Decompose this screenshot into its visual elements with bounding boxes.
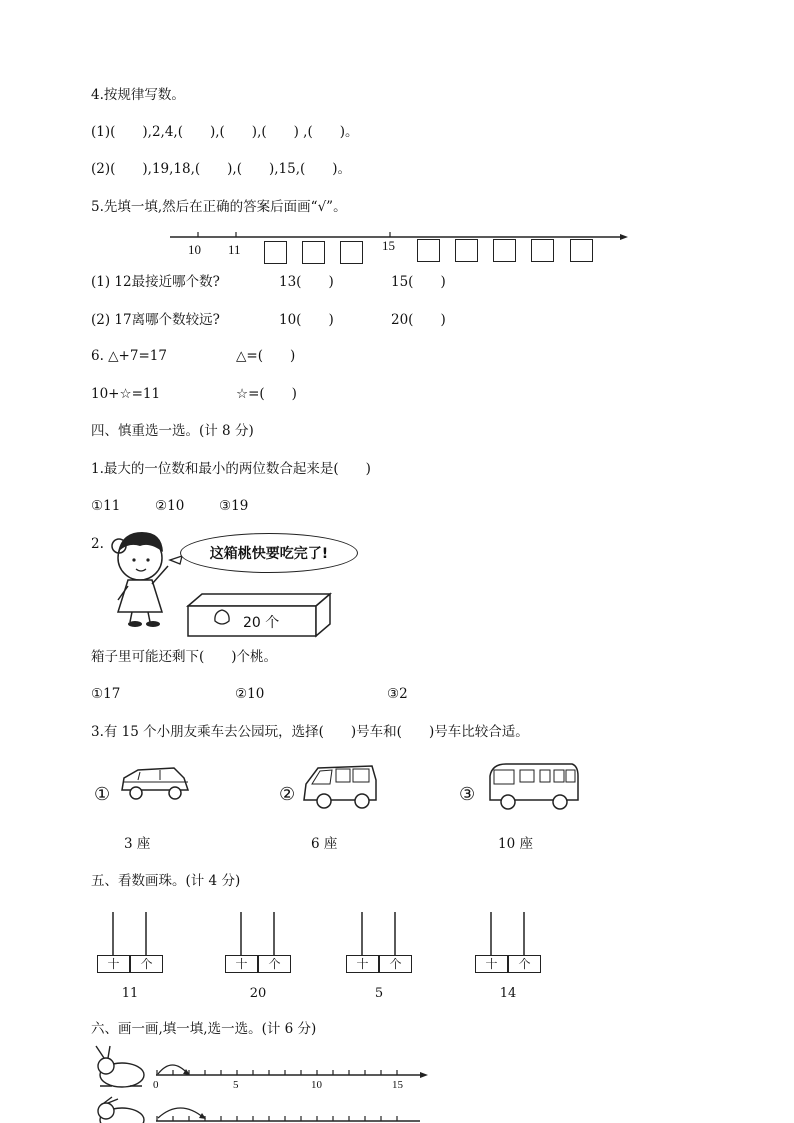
abacus-number: 14 [499,986,517,1001]
sec4-q2-option[interactable]: ③2 [387,686,408,702]
vehicle-marker: ② [279,784,296,805]
q4-line2: (2)( ),19,18,( ),( ),15,( )。 [91,161,352,177]
rabbit-icon [98,1097,144,1123]
abacus-tens-cell: 十 [97,955,130,973]
seat-count: 3 座 [124,836,151,852]
q5-axis-label-10: 10 [188,242,201,257]
section5-title: 五、看数画珠。(计 4 分) [91,873,241,889]
abacus-tens-cell: 十 [346,955,379,973]
q4-title: 4.按规律写数。 [91,87,185,103]
seat-count: 10 座 [498,836,533,852]
rabbit-icon [96,1046,144,1087]
section6-title: 六、画一画,填一填,选一选。(计 6 分) [91,1021,317,1037]
abacus-tens-cell: 十 [225,955,258,973]
q6-equation-2: 10+☆=11 [91,386,161,402]
number-line-label: 10 [311,1079,322,1091]
abacus-number: 20 [249,986,267,1001]
q5-title: 5.先填一填,然后在正确的答案后面画“√”。 [91,199,347,215]
box-label: 20 个 [243,615,280,631]
q4-line1: (1)( ),2,4,( ),( ),( ) ,( )。 [91,124,359,140]
sec4-q1-option[interactable]: ②10 [155,498,185,514]
abacus-number: 11 [121,986,139,1001]
abacus-ones-cell: 个 [379,955,412,973]
sec4-q2-number: 2. [91,536,104,552]
sec4-q2-text: 箱子里可能还剩下( )个桃。 [91,649,278,665]
abacus-tens-cell: 十 [475,955,508,973]
vehicle-marker: ① [94,784,111,805]
sec4-q2-option[interactable]: ②10 [235,686,265,702]
abacus-number: 5 [374,986,384,1001]
section4-title: 四、慎重选一选。(计 8 分) [91,423,254,439]
abacus-ones-cell: 个 [258,955,291,973]
seat-count: 6 座 [311,836,338,852]
speech-bubble: 这箱桃快要吃完了! [180,533,358,573]
q6-equation-1: 6. △+7=17 [91,348,167,364]
sec4-q1-option[interactable]: ③19 [219,498,249,514]
number-line-label: 0 [153,1079,159,1091]
q5-sub2-option-10[interactable]: 10( ) [279,312,334,328]
number-line-label: 15 [392,1079,403,1091]
q5-sub2: (2) 17离哪个数较远? [91,312,220,328]
q5-axis-label-11: 11 [228,242,241,257]
sec4-q3: 3.有 15 个小朋友乘车去公园玩，选择( )号车和( )号车比较合适。 [91,724,529,740]
abacus-ones-cell: 个 [508,955,541,973]
q5-sub2-option-20[interactable]: 20( ) [391,312,446,328]
sec4-q1: 1.最大的一位数和最小的两位数合起来是( ) [91,461,371,477]
sec4-q1-option[interactable]: ①11 [91,498,121,514]
q5-sub1-option-13[interactable]: 13( ) [279,274,334,290]
abacus-ones-cell: 个 [130,955,163,973]
sec4-q2-option[interactable]: ①17 [91,686,121,702]
q5-sub1-option-15[interactable]: 15( ) [391,274,446,290]
vehicle-marker: ③ [459,784,476,805]
number-line-label: 5 [233,1079,239,1091]
q5-axis-label-15: 15 [382,238,395,253]
q5-sub1: (1) 12最接近哪个数? [91,274,220,290]
q6-answer-2[interactable]: ☆=( ) [236,386,297,402]
q6-answer-1[interactable]: △=( ) [236,348,296,364]
